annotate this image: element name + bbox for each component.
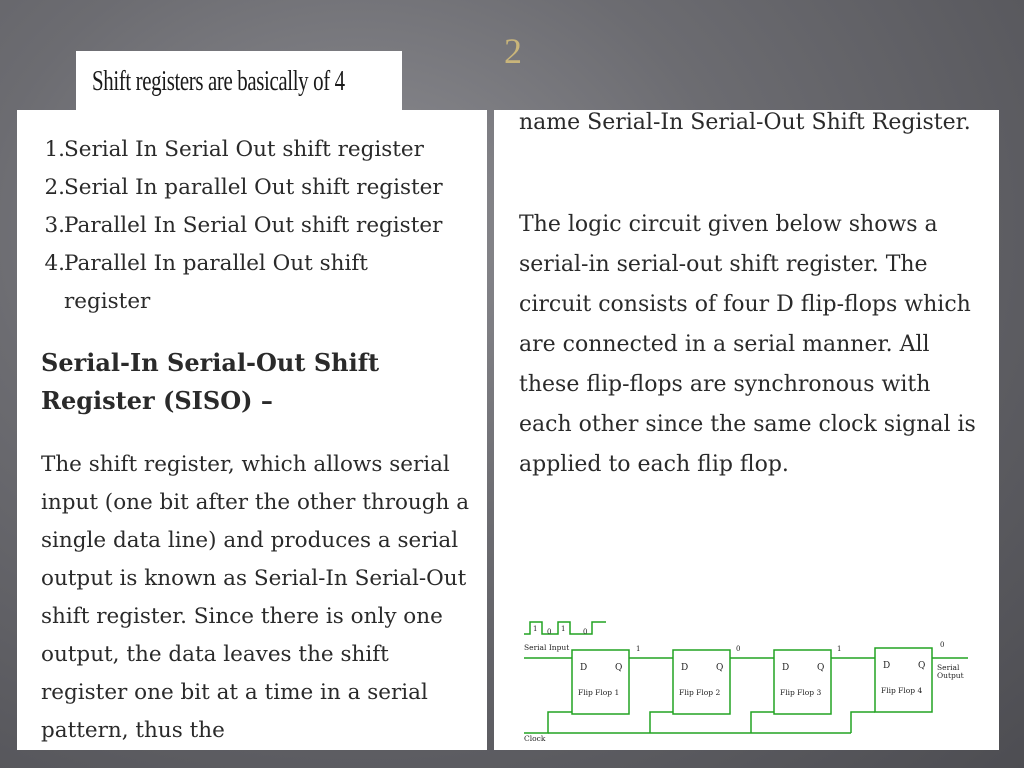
continued-text: name Serial-In Serial-Out Shift Register.: [519, 110, 971, 135]
stage-output-value: 0: [736, 645, 741, 653]
siso-description: The shift register, which allows serial input (one bit after the other through a single data line) and produces a serial output is known as Serial-In Serial-Out shift register. Since there is only one output, the data leaves the shift register one bit at a time in a serial pattern, thus the: [41, 452, 470, 743]
clock-label: Clock: [524, 734, 546, 742]
serial-output-label-line2: Output: [937, 671, 964, 680]
list-item: [17, 131, 474, 169]
clock-branch-3: [751, 712, 774, 733]
list-number: 1.: [44, 137, 65, 162]
flip-flop-4-box: [875, 648, 932, 712]
list-number: 3.: [44, 213, 65, 238]
stage-output-value: 1: [636, 645, 641, 653]
slide-caption-box: [76, 51, 402, 117]
list-item-text: Parallel In parallel Out shift register: [64, 251, 368, 314]
flip-flop-1-box: [572, 650, 629, 714]
register-types-list: [17, 131, 474, 321]
serial-output-label: [937, 663, 964, 680]
list-item-text: Parallel In Serial Out shift register: [64, 213, 443, 238]
q-output-label: Q: [817, 663, 825, 673]
input-bit: 1: [533, 625, 538, 633]
flip-flop-label: Flip Flop 2: [679, 688, 721, 697]
q-output-label: Q: [716, 663, 724, 673]
list-item: [17, 169, 474, 207]
flip-flop-3-box: [774, 650, 831, 714]
clock-branch-2: [650, 712, 673, 733]
d-input-label: D: [681, 663, 689, 673]
list-item-text: Serial In parallel Out shift register: [64, 175, 443, 200]
right-content-panel: [494, 110, 999, 750]
wires: [524, 622, 968, 733]
d-input-label: D: [580, 663, 588, 673]
slide-number: 2: [504, 31, 522, 71]
stage-output-value: 1: [837, 645, 842, 653]
list-number: 4.: [44, 251, 65, 276]
siso-circuit-diagram: [520, 618, 968, 742]
list-item-text: Serial In Serial Out shift register: [64, 137, 424, 162]
input-bit: 0: [583, 628, 588, 636]
clock-branch-4: [851, 712, 875, 733]
slide-caption: Shift registers are basically of 4: [92, 65, 345, 97]
list-item: [17, 207, 474, 245]
serial-output-label-text: Serial: [937, 663, 960, 672]
section-heading: Serial-In Serial-Out Shift Register (SISO) –: [41, 348, 380, 415]
clock-bus: [524, 712, 572, 733]
flip-flop-label: Flip Flop 4: [881, 686, 923, 695]
input-bit: 0: [547, 628, 552, 636]
serial-input-label: Serial Input: [524, 643, 570, 652]
list-item: [17, 245, 474, 321]
d-input-label: D: [782, 663, 790, 673]
left-content-panel: [17, 110, 487, 750]
d-input-label: D: [883, 661, 891, 671]
input-bit: 1: [561, 625, 566, 633]
flip-flop-2-box: [673, 650, 730, 714]
flip-flop-label: Flip Flop 3: [780, 688, 822, 697]
q-output-label: Q: [918, 661, 926, 671]
q-output-label: Q: [615, 663, 623, 673]
circuit-description: The logic circuit given below shows a serial-in serial-out shift register. The circuit consists of four D flip-flops which are connected in a serial manner. All these flip-flops are synchronous with each other since the same clock signal is applied to each flip flop.: [519, 212, 976, 477]
stage-output-value: 0: [940, 641, 945, 649]
list-number: 2.: [44, 175, 65, 200]
flip-flop-label: Flip Flop 1: [578, 688, 620, 697]
